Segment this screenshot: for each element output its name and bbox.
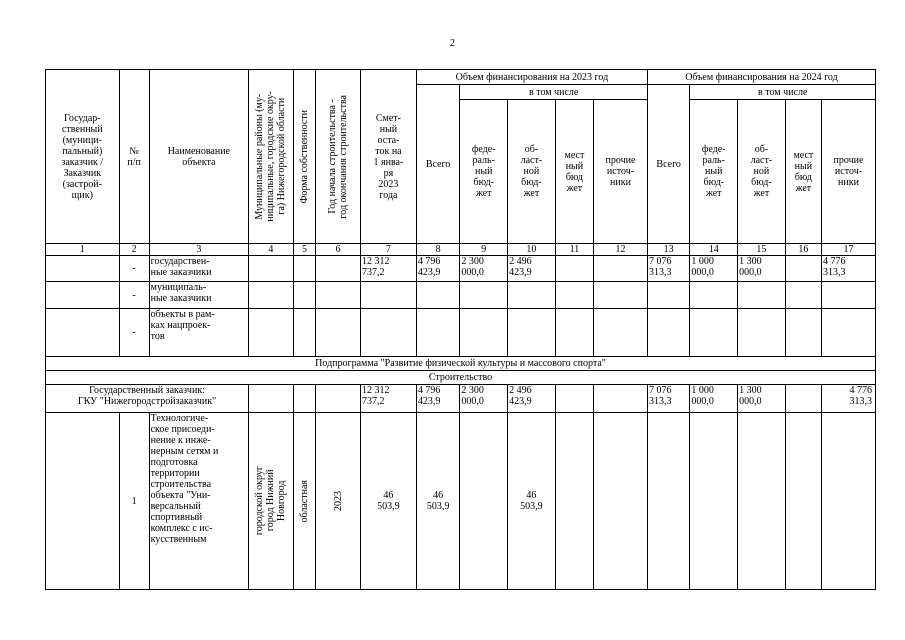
row-name: объекты в рам- ках нацпроек- тов: [149, 309, 248, 357]
section-construction: Строительство: [46, 371, 876, 385]
cell-value: 2 496 423,9: [508, 256, 556, 282]
col-num: 8: [416, 244, 460, 256]
table-row: [46, 256, 876, 282]
header-total-2023: Всего: [416, 85, 460, 244]
header-federal-2024: феде- раль- ный бюд- жет: [690, 100, 738, 244]
cell-value: 1 000 000,0: [690, 256, 738, 282]
customer-name: Государственный заказчик: ГКУ "Нижегородстройзаказчик": [46, 385, 249, 413]
header-including-2023: в том числе: [460, 85, 648, 100]
cell-value: 1 300 000,0: [738, 385, 786, 413]
cell-value: 4 776 313,3: [822, 256, 876, 282]
col-num: 12: [594, 244, 648, 256]
cell-value: 2 300 000,0: [460, 256, 508, 282]
cell-value: 12 312 737,2: [360, 256, 416, 282]
object-year: 2023: [316, 413, 361, 590]
object-ownership: областная: [293, 413, 316, 590]
page-number: 2: [450, 38, 455, 49]
header-other-2023: прочие источ- ники: [594, 100, 648, 244]
col-num: 5: [293, 244, 316, 256]
header-financing-2024: Объем финансирования на 2024 год: [647, 70, 875, 85]
cell-value: 12 312 737,2: [360, 385, 416, 413]
cell-value: 46 503,9: [416, 413, 460, 590]
col-num: 9: [460, 244, 508, 256]
cell-value: 7 076 313,3: [647, 385, 689, 413]
cell-value: 4 796 423,9: [416, 385, 460, 413]
cell-value: 46 503,9: [508, 413, 556, 590]
col-num: 10: [508, 244, 556, 256]
object-number: 1: [119, 413, 149, 590]
header-object-name: Наименование объекта: [149, 70, 248, 244]
col-num: 4: [249, 244, 294, 256]
object-district: городской округ город Нижний Новгород: [249, 413, 294, 590]
header-regional-2024: об- ласт- ной бюд- жет: [738, 100, 786, 244]
col-num: 15: [738, 244, 786, 256]
cell-value: 46 503,9: [360, 413, 416, 590]
header-regional-2023: об- ласт- ной бюд- жет: [508, 100, 556, 244]
col-num: 13: [647, 244, 689, 256]
col-num: 17: [822, 244, 876, 256]
col-num: 7: [360, 244, 416, 256]
col-num: 14: [690, 244, 738, 256]
dash: -: [119, 256, 149, 282]
header-district: Муниципальные районы (му- ниципальные, городские окру- га) Нижегородской области: [249, 70, 294, 244]
header-years: Год начала строительства - год окончания строительства: [316, 70, 361, 244]
col-num: 6: [316, 244, 361, 256]
cell-value: 1 300 000,0: [738, 256, 786, 282]
table-row: [46, 385, 876, 413]
subprogram-title: Подпрограмма "Развитие физической культуры и массового спорта": [46, 357, 876, 371]
header-customer: Государ- ственный (муници- пальный) заказчик / Заказчик (застрой- щик): [46, 70, 120, 244]
header-ownership: Форма собственности: [293, 70, 316, 244]
cell-value: 4 776 313,3: [822, 385, 876, 413]
cell-value: 2 300 000,0: [460, 385, 508, 413]
row-name: государствен- ные заказчики: [149, 256, 248, 282]
header-including-2024: в том числе: [690, 85, 876, 100]
dash: -: [119, 282, 149, 309]
table-row: [46, 413, 876, 590]
table-row: [46, 282, 876, 309]
header-number: № п/п: [119, 70, 149, 244]
header-local-2024: мест ный бюд жет: [785, 100, 821, 244]
cell-value: 1 000 000,0: [690, 385, 738, 413]
row-name: муниципаль- ные заказчики: [149, 282, 248, 309]
header-federal-2023: феде- раль- ный бюд- жет: [460, 100, 508, 244]
cell-value: 2 496 423,9: [508, 385, 556, 413]
col-num: 2: [119, 244, 149, 256]
header-local-2023: мест ный бюд жет: [555, 100, 593, 244]
col-num: 16: [785, 244, 821, 256]
header-other-2024: прочие источ- ники: [822, 100, 876, 244]
header-financing-2023: Объем финансирования на 2023 год: [416, 70, 647, 85]
col-num: 1: [46, 244, 120, 256]
financing-table: [45, 69, 876, 590]
col-num: 3: [149, 244, 248, 256]
cell-value: 7 076 313,3: [647, 256, 689, 282]
column-numbers-row: [46, 244, 876, 256]
header-total-2024: Всего: [647, 85, 689, 244]
cell-value: 4 796 423,9: [416, 256, 460, 282]
table-row: [46, 309, 876, 357]
object-name: Технологиче- ское присоеди- нение к инже- нерным сетям и подготовка территории строительства объекта "Уни- версальный спортивный комплекс с ис- кусственным: [149, 413, 248, 590]
dash: -: [119, 309, 149, 357]
header-estimated-balance: Смет- ный остa- ток на 1 янва- ря 2023 года: [360, 70, 416, 244]
col-num: 11: [555, 244, 593, 256]
